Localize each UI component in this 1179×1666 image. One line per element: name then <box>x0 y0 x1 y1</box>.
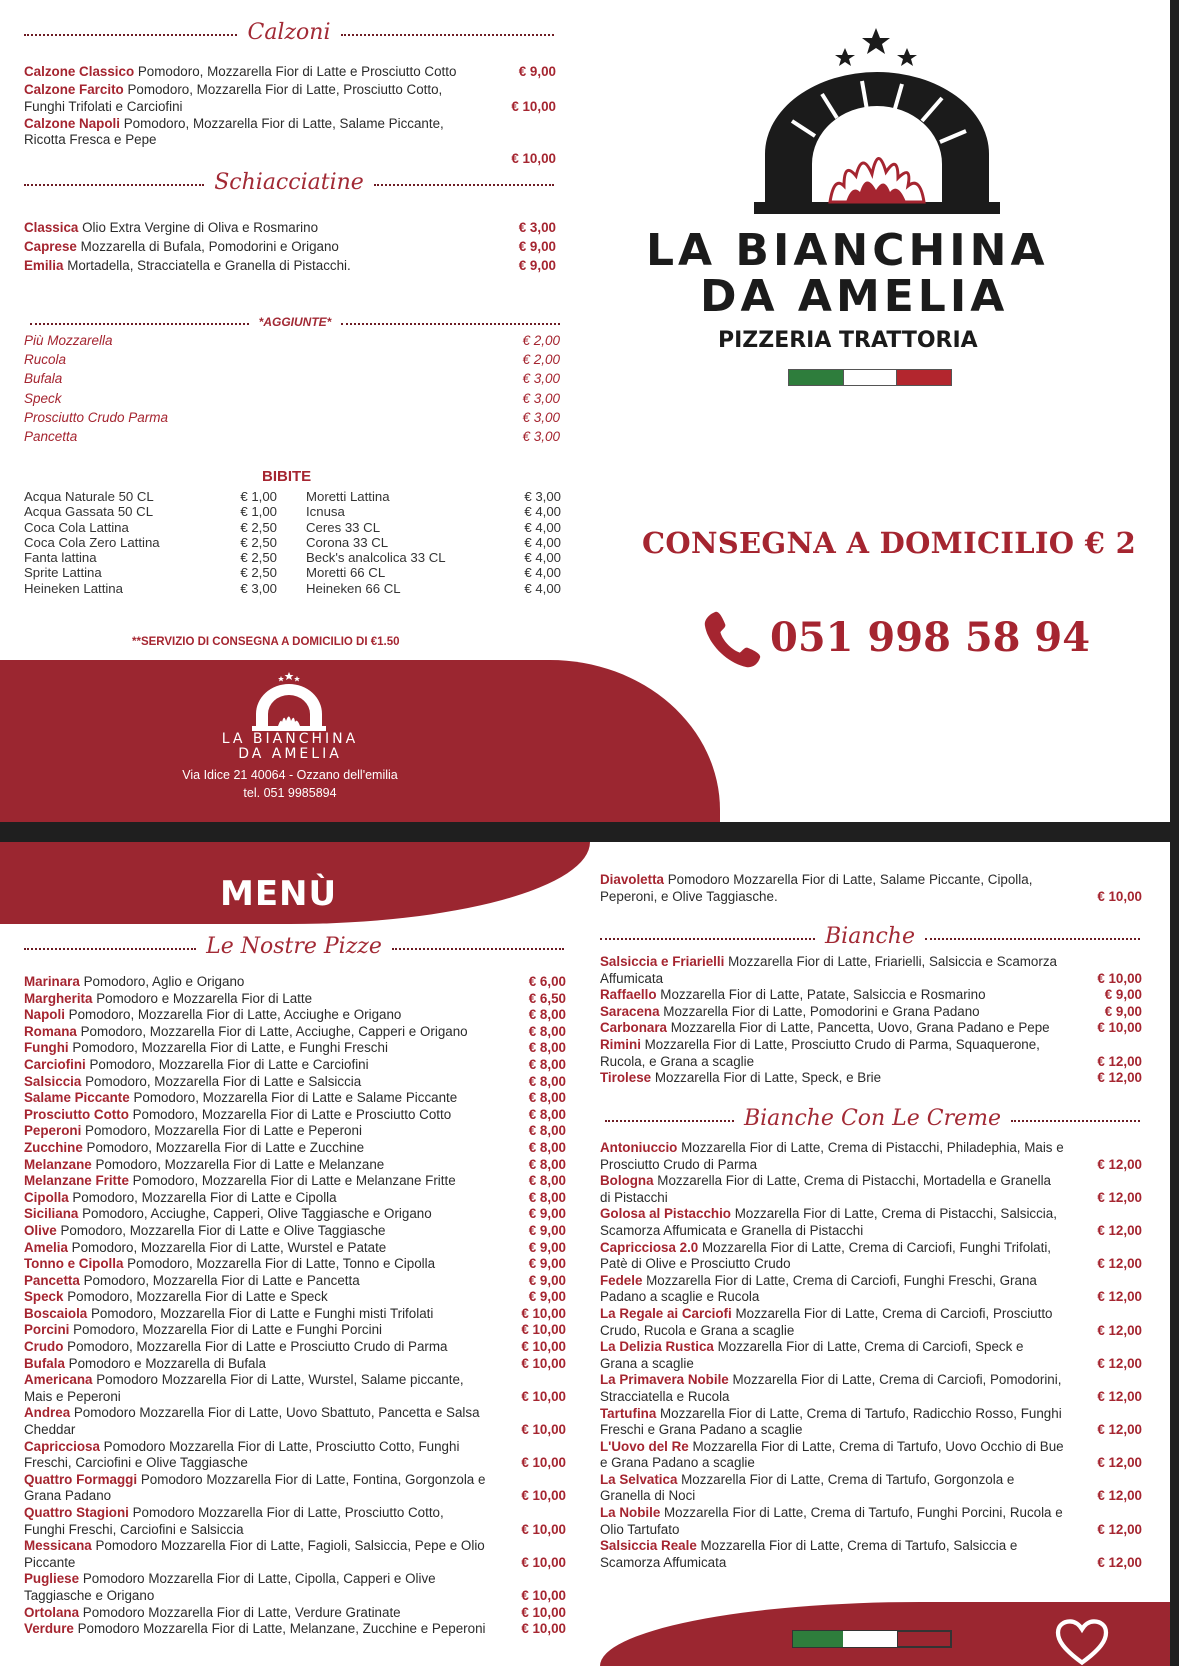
price: € 9,00 <box>528 1206 566 1222</box>
price: € 9,00 <box>528 1272 566 1288</box>
list-item: Emilia Mortadella, Stracciatella e Granella di Pistacchi. € 9,00 <box>24 256 556 275</box>
list-item: Bufala Pomodoro e Mozzarella di Bufala € 10,00 <box>24 1355 566 1371</box>
footer-brand: LA BIANCHINA DA AMELIA <box>221 731 359 762</box>
list-item: Prosciutto Crudo Parma € 3,00 <box>24 409 560 425</box>
list-item: La Selvatica Mozzarella Fior di Latte, Crema di Tartufo, Gorgonzola e Granella di Noci € 12,00 <box>600 1471 1142 1504</box>
list-item: La Nobile Mozzarella Fior di Latte, Crema di Tartufo, Funghi Porcini, Rucola e Olio Tartufato € 12,00 <box>600 1505 1142 1537</box>
list-item: La Regale ai Carciofi Mozzarella Fior di Latte, Crema di Carciofi, Prosciutto Crudo, Rucola e Grana a scaglie € 12,00 <box>600 1305 1142 1338</box>
list-item: Melanzane Fritte Pomodoro, Mozzarella Fior di Latte e Melanzane Fritte € 8,00 <box>24 1173 566 1189</box>
menu-page-bottom <box>0 842 1170 1666</box>
creme-header <box>605 1106 1140 1131</box>
price: € 8,00 <box>528 1173 566 1189</box>
bianche-title: Bianche <box>825 924 915 949</box>
list-item: Capricciosa Pomodoro Mozzarella Fior di Latte, Prosciutto Cotto, Funghi Freschi, Carciofini e Olive Taggiasche € 10,00 <box>24 1438 566 1471</box>
price: € 12,00 <box>1097 1355 1142 1371</box>
price: € 12,00 <box>1097 1488 1142 1504</box>
price: € 10,00 <box>521 1305 566 1321</box>
list-item: Speck Pomodoro, Mozzarella Fior di Latte e Speck € 9,00 <box>24 1289 566 1305</box>
list-item: Pancetta Pomodoro, Mozzarella Fior di Latte e Pancetta € 9,00 <box>24 1272 566 1288</box>
list-item: Calzone Farcito Pomodoro, Mozzarella Fior di Latte, Prosciutto Cotto, Funghi Trifolati e Carciofini € 10,00 <box>24 82 556 114</box>
divider <box>925 938 1140 940</box>
list-item: La Primavera Nobile Mozzarella Fior di Latte, Crema di Carciofi, Pomodorini, Stracciatella e Rucola € 12,00 <box>600 1372 1142 1404</box>
price: € 10,00 <box>1097 970 1142 986</box>
list-item: Marinara Pomodoro, Aglio e Origano € 6,00 <box>24 974 566 989</box>
oven-logo-icon <box>752 26 1002 216</box>
price: € 10,00 <box>521 1554 566 1570</box>
price: € 10,00 <box>521 1621 566 1637</box>
list-item: Moretti 66 CL € 4,00 <box>306 565 561 581</box>
divider <box>1011 1120 1140 1122</box>
divider <box>392 948 564 950</box>
price: € 10,00 <box>521 1339 566 1355</box>
list-item: Diavoletta Pomodoro Mozzarella Fior di Latte, Salame Piccante, Cipolla, Peperoni, e Olive Taggiasche. € 10,00 <box>600 872 1142 904</box>
list-item: L'Uovo del Re Mozzarella Fior di Latte, Crema di Tartufo, Uovo Occhio di Bue e Grana Padano a scaglie € 12,00 <box>600 1438 1142 1471</box>
list-item: Caprese Mozzarella di Bufala, Pomodorini e Origano € 9,00 <box>24 237 556 256</box>
list-item: La Delizia Rustica Mozzarella Fior di Latte, Crema di Carciofi, Speck e Grana a scaglie € 12,00 <box>600 1339 1142 1371</box>
brand-name-line2: DA AMELIA <box>700 271 1009 322</box>
list-item: Olive Pomodoro, Mozzarella Fior di Latte e Olive Taggiasche € 9,00 <box>24 1222 566 1238</box>
list-item: Salsiccia e Friarielli Mozzarella Fior di Latte, Friarielli, Salsiccia e Scamorza Affumicata € 10,00 <box>600 954 1142 986</box>
menu-page-top <box>0 0 1170 822</box>
price: € 12,00 <box>1097 1521 1142 1537</box>
list-item: Coca Cola Lattina € 2,50 <box>24 519 277 535</box>
list-item: Melanzane Pomodoro, Mozzarella Fior di Latte e Melanzane € 8,00 <box>24 1156 566 1172</box>
price: € 9,00 <box>528 1239 566 1255</box>
price: € 8,00 <box>528 1090 566 1106</box>
list-item: Antoniuccio Mozzarella Fior di Latte, Crema di Pistacchi, Philadephia, Mais e Prosciutto Crudo di Parma € 12,00 <box>600 1140 1142 1172</box>
list-item: Raffaello Mozzarella Fior di Latte, Patate, Salsiccia e Rosmarino € 9,00 <box>600 987 1142 1003</box>
list-item: Golosa al Pistacchio Mozzarella Fior di Latte, Crema di Pistacchi, Salsiccia, Scamorza Affumicata e Granella di Pistacchi € 12,00 <box>600 1206 1142 1238</box>
price: € 12,00 <box>1097 1289 1142 1305</box>
list-item: Coca Cola Zero Lattina € 2,50 <box>24 534 277 550</box>
list-item: Fanta lattina € 2,50 <box>24 550 277 566</box>
price: € 10,00 <box>521 1521 566 1537</box>
list-item: Heineken 66 CL € 4,00 <box>306 580 561 596</box>
schiacciatine-list <box>24 218 556 276</box>
list-item: Cipolla Pomodoro, Mozzarella Fior di Latte e Cipolla € 8,00 <box>24 1189 566 1205</box>
home-delivery-price: CONSEGNA A DOMICILIO € 2 <box>642 526 1137 560</box>
list-item: Pancetta € 3,00 <box>24 428 560 444</box>
list-item: Beck's analcolica 33 CL € 4,00 <box>306 550 561 566</box>
list-item: Quattro Stagioni Pomodoro Mozzarella Fior di Latte, Prosciutto Cotto, Funghi Freschi, Carciofini e Salsiccia € 10,00 <box>24 1505 566 1537</box>
heart-icon[interactable] <box>1050 1618 1114 1666</box>
schiacciatine-header <box>24 170 554 195</box>
bianche-list <box>600 954 1142 1087</box>
list-item: Zucchine Pomodoro, Mozzarella Fior di Latte e Zucchine € 8,00 <box>24 1139 566 1155</box>
list-item: Quattro Formaggi Pomodoro Mozzarella Fior di Latte, Fontina, Gorgonzola e Grana Padano € 10,00 <box>24 1471 566 1504</box>
price: € 12,00 <box>1097 1070 1142 1086</box>
bibite-list-left <box>24 489 277 596</box>
brand-subtitle: PIZZERIA TRATTORIA <box>718 328 978 353</box>
footer-contacts <box>0 766 580 802</box>
list-item: Crudo Pomodoro, Mozzarella Fior di Latte e Prosciutto Crudo di Parma € 10,00 <box>24 1339 566 1355</box>
list-item: Ortolana Pomodoro Mozzarella Fior di Latte, Verdure Gratinate € 10,00 <box>24 1604 566 1620</box>
price: € 10,00 <box>1097 1020 1142 1036</box>
list-item: Rimini Mozzarella Fior di Latte, Prosciutto Crudo di Parma, Squaquerone, Rucola, e Grana a scaglie € 12,00 <box>600 1036 1142 1069</box>
list-item: Speck € 3,00 <box>24 390 560 406</box>
price: € 3,00 <box>518 220 556 235</box>
divider <box>374 184 554 186</box>
list-item: Salsiccia Reale Mozzarella Fior di Latte, Crema di Tartufo, Salsiccia e Scamorza Affumicata € 12,00 <box>600 1538 1142 1570</box>
calzoni-header <box>24 20 554 45</box>
list-item: Classica Olio Extra Vergine di Oliva e Rosmarino € 3,00 <box>24 218 556 237</box>
list-item: Tirolese Mozzarella Fior di Latte, Speck, e Brie € 12,00 <box>600 1070 1142 1086</box>
price: € 8,00 <box>528 1023 566 1039</box>
list-item: Fedele Mozzarella Fior di Latte, Crema di Carciofi, Funghi Freschi, Grana Padano a scaglie e Rucola € 12,00 <box>600 1272 1142 1305</box>
price: € 8,00 <box>528 1007 566 1023</box>
list-item: Salsiccia Pomodoro, Mozzarella Fior di Latte e Salsiccia € 8,00 <box>24 1073 566 1089</box>
list-item: Funghi Pomodoro, Mozzarella Fior di Latte, e Funghi Freschi € 8,00 <box>24 1040 566 1056</box>
price: € 10,00 <box>521 1322 566 1338</box>
aggiunte-header <box>30 315 560 329</box>
price: € 12,00 <box>1097 1053 1142 1069</box>
list-item: Tonno e Cipolla Pomodoro, Mozzarella Fior di Latte, Tonno e Cipolla € 9,00 <box>24 1256 566 1272</box>
divider <box>24 34 237 36</box>
diavoletta-item <box>600 872 1142 905</box>
price: € 10,00 <box>521 1587 566 1603</box>
list-item: Messicana Pomodoro Mozzarella Fior di Latte, Fagioli, Salsiccia, Pepe e Olio Piccante € 10,00 <box>24 1538 566 1570</box>
list-item: Calzone Classico Pomodoro, Mozzarella Fior di Latte e Prosciutto Cotto € 9,00 <box>24 64 556 79</box>
divider <box>341 34 554 36</box>
price: € 12,00 <box>1097 1554 1142 1570</box>
footer-tel: tel. 051 9985894 <box>243 786 337 800</box>
pizze-header <box>24 934 564 959</box>
menu-title: MENÙ <box>220 874 338 914</box>
price: € 9,00 <box>518 239 556 255</box>
price: € 9,00 <box>518 64 556 79</box>
list-item: Carciofini Pomodoro, Mozzarella Fior di Latte e Carciofini € 8,00 <box>24 1056 566 1072</box>
price: € 9,00 <box>518 258 556 274</box>
list-item: Moretti Lattina € 3,00 <box>306 489 561 504</box>
list-item <box>24 151 556 168</box>
italian-flag-icon <box>792 1630 952 1648</box>
price: € 10,00 <box>1097 888 1142 904</box>
price: € 10,00 <box>521 1355 566 1371</box>
list-item: Calzone Napoli Pomodoro, Mozzarella Fior di Latte, Salame Piccante, Ricotta Fresca e Pepe <box>24 115 444 148</box>
footer-address: Via Idice 21 40064 - Ozzano dell'emilia <box>182 768 398 782</box>
list-item: Bologna Mozzarella Fior di Latte, Crema di Pistacchi, Mortadella e Granella di Pistacchi € 12,00 <box>600 1173 1142 1205</box>
list-item: Icnusa € 4,00 <box>306 504 561 520</box>
list-item: Boscaiola Pomodoro, Mozzarella Fior di Latte e Funghi misti Trifolati € 10,00 <box>24 1305 566 1321</box>
calzoni-title: Calzoni <box>247 20 331 45</box>
price: € 10,00 <box>521 1455 566 1471</box>
price: € 12,00 <box>1097 1189 1142 1205</box>
pizze-title: Le Nostre Pizze <box>206 934 382 959</box>
price: € 9,00 <box>1104 1003 1142 1019</box>
list-item: Peperoni Pomodoro, Mozzarella Fior di Latte e Peperoni € 8,00 <box>24 1123 566 1139</box>
list-item: Verdure Pomodoro Mozzarella Fior di Latte, Melanzane, Zucchine e Peperoni € 10,00 <box>24 1621 566 1637</box>
list-item: Andrea Pomodoro Mozzarella Fior di Latte, Uovo Sbattuto, Pancetta e Salsa Cheddar € 10,00 <box>24 1405 566 1438</box>
calzoni-list <box>24 64 556 167</box>
price: € 9,00 <box>528 1222 566 1238</box>
list-item: Romana Pomodoro, Mozzarella Fior di Latte, Acciughe, Capperi e Origano € 8,00 <box>24 1023 566 1039</box>
bibite-list-right <box>306 489 561 596</box>
list-item: Bufala € 3,00 <box>24 371 560 387</box>
brand-name-line1: LA BIANCHINA <box>646 225 1049 276</box>
list-item: Capricciosa 2.0 Mozzarella Fior di Latte, Crema di Carciofi, Funghi Trifolati, Patè di Olive e Prosciutto Crudo € 12,00 <box>600 1239 1142 1272</box>
price: € 10,00 <box>521 1388 566 1404</box>
price: € 6,00 <box>528 974 566 989</box>
price: € 12,00 <box>1097 1455 1142 1471</box>
list-item: Ceres 33 CL € 4,00 <box>306 519 561 535</box>
phone-number: 051 998 58 94 <box>770 614 1091 661</box>
list-item: Margherita Pomodoro e Mozzarella Fior di Latte € 6,50 <box>24 990 566 1006</box>
list-item: Prosciutto Cotto Pomodoro, Mozzarella Fior di Latte e Prosciutto Cotto € 8,00 <box>24 1106 566 1122</box>
list-item: Acqua Gassata 50 CL € 1,00 <box>24 504 277 520</box>
italian-flag-icon <box>788 369 952 386</box>
price: € 10,00 <box>511 150 556 166</box>
divider <box>341 323 560 325</box>
price: € 9,00 <box>528 1256 566 1272</box>
price: € 8,00 <box>528 1106 566 1122</box>
delivery-note: **SERVIZIO DI CONSEGNA A DOMICILIO DI €1.50 <box>132 636 400 648</box>
list-item: Più Mozzarella € 2,00 <box>24 333 560 348</box>
list-item: Napoli Pomodoro, Mozzarella Fior di Latte, Acciughe e Origano € 8,00 <box>24 1007 566 1023</box>
list-item: Corona 33 CL € 4,00 <box>306 534 561 550</box>
list-item: Americana Pomodoro Mozzarella Fior di Latte, Wurstel, Salame piccante, Mais e Peperoni € 10,00 <box>24 1372 566 1404</box>
price: € 9,00 <box>1104 987 1142 1003</box>
list-item: Salame Piccante Pomodoro, Mozzarella Fior di Latte e Salame Piccante € 8,00 <box>24 1090 566 1106</box>
price: € 6,50 <box>528 990 566 1006</box>
list-item: Heineken Lattina € 3,00 <box>24 580 277 596</box>
price: € 10,00 <box>521 1604 566 1620</box>
list-item: Siciliana Pomodoro, Acciughe, Capperi, Olive Taggiasche e Origano € 9,00 <box>24 1206 566 1222</box>
price: € 9,00 <box>528 1289 566 1305</box>
aggiunte-list <box>24 333 560 448</box>
list-item: Tartufina Mozzarella Fior di Latte, Crema di Tartufo, Radicchio Rosso, Funghi Freschi e Grana Padano a scaglie € 12,00 <box>600 1405 1142 1438</box>
divider <box>605 1120 734 1122</box>
price: € 8,00 <box>528 1156 566 1172</box>
price: € 8,00 <box>528 1189 566 1205</box>
list-item: Amelia Pomodoro, Mozzarella Fior di Latte, Wurstel e Patate € 9,00 <box>24 1239 566 1255</box>
list-item: Acqua Naturale 50 CL € 1,00 <box>24 489 277 504</box>
oven-logo-icon <box>248 670 330 732</box>
list-item: Porcini Pomodoro, Mozzarella Fior di Latte e Funghi Porcini € 10,00 <box>24 1322 566 1338</box>
list-item: Pugliese Pomodoro Mozzarella Fior di Latte, Cipolla, Capperi e Olive Taggiasche e Origano € 10,00 <box>24 1571 566 1603</box>
price: € 10,00 <box>511 99 556 114</box>
bibite-title: BIBITE <box>262 468 312 485</box>
price: € 12,00 <box>1097 1422 1142 1438</box>
footer-banner <box>0 660 720 822</box>
divider <box>30 323 249 325</box>
price: € 10,00 <box>521 1422 566 1438</box>
price: € 8,00 <box>528 1056 566 1072</box>
price: € 10,00 <box>521 1488 566 1504</box>
price: € 12,00 <box>1097 1388 1142 1404</box>
creme-list <box>600 1140 1142 1571</box>
list-item: Rucola € 2,00 <box>24 352 560 368</box>
pizze-list <box>24 974 566 1638</box>
divider <box>24 184 204 186</box>
price: € 8,00 <box>528 1073 566 1089</box>
price: € 12,00 <box>1097 1222 1142 1238</box>
divider <box>24 948 196 950</box>
price: € 12,00 <box>1097 1156 1142 1172</box>
creme-title: Bianche Con Le Creme <box>743 1106 1002 1131</box>
phone-icon <box>702 608 764 670</box>
aggiunte-title: *AGGIUNTE* <box>258 315 332 329</box>
list-item: Carbonara Mozzarella Fior di Latte, Pancetta, Uovo, Grana Padano e Pepe € 10,00 <box>600 1020 1142 1036</box>
divider <box>600 938 815 940</box>
list-item: Saracena Mozzarella Fior di Latte, Pomodorini e Grana Padano € 9,00 <box>600 1003 1142 1019</box>
price: € 8,00 <box>528 1123 566 1139</box>
price: € 8,00 <box>528 1139 566 1155</box>
price: € 12,00 <box>1097 1322 1142 1338</box>
price: € 12,00 <box>1097 1256 1142 1272</box>
list-item: Sprite Lattina € 2,50 <box>24 565 277 581</box>
price: € 8,00 <box>528 1040 566 1056</box>
bianche-header <box>600 924 1140 949</box>
schiacciatine-title: Schiacciatine <box>214 170 364 195</box>
